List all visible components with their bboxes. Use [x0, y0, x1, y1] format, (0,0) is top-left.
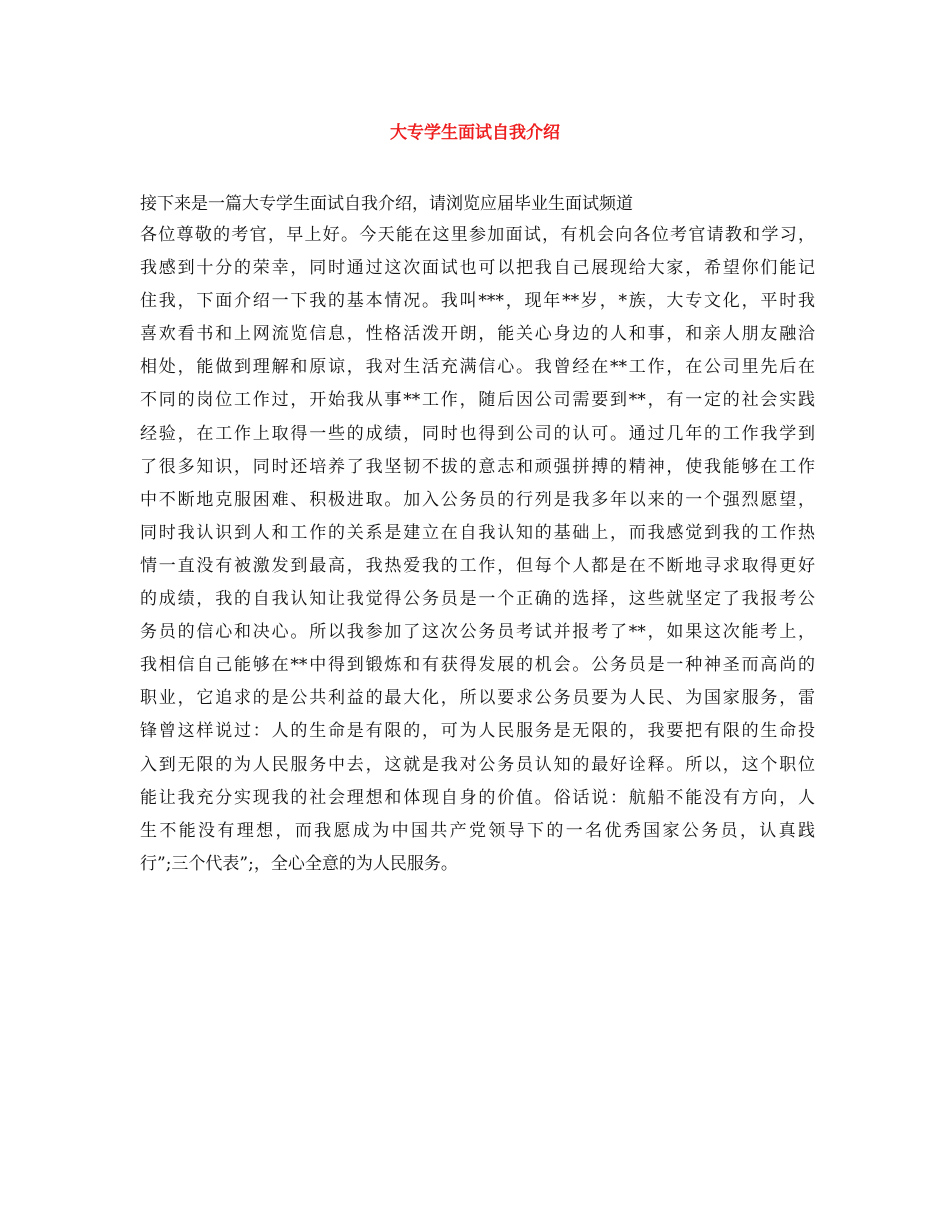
document-body — [140, 189, 815, 881]
body-line: 入到无限的为人民服务中去，这就是我对公务员认知的最好诠释。所以，这个职位 — [140, 754, 815, 775]
body-line: 锋曾这样说过：人的生命是有限的，可为人民服务是无限的，我要把有限的生命投 — [140, 721, 815, 742]
body-line: 能让我充分实现我的社会理想和体现自身的价值。俗话说：航船不能没有方向，人 — [140, 787, 815, 808]
body-line: 了很多知识，同时还培养了我坚韧不拔的意志和顽强拼搏的精神，使我能够在工作 — [140, 456, 815, 477]
body-line: 喜欢看书和上网流览信息，性格活泼开朗，能关心身边的人和事，和亲人朋友融洽 — [140, 324, 815, 345]
body-line: 职业，它追求的是公共利益的最大化，所以要求公务员要为人民、为国家服务，雷 — [140, 688, 815, 709]
body-line: 各位尊敬的考官，早上好。今天能在这里参加面试，有机会向各位考官请教和学习， — [140, 225, 815, 245]
body-line-last: 行”;三个代表”;，全心全意的为人民服务。 — [140, 853, 458, 874]
body-line: 同时我认识到人和工作的关系是建立在自我认知的基础上，而我感觉到我的工作热 — [140, 522, 815, 543]
body-line: 经验，在工作上取得一些的成绩，同时也得到公司的认可。通过几年的工作我学到 — [140, 423, 815, 444]
body-line: 中不断地克服困难、积极进取。加入公务员的行列是我多年以来的一个强烈愿望， — [140, 489, 815, 510]
body-line: 我感到十分的荣幸，同时通过这次面试也可以把我自己展现给大家，希望你们能记 — [140, 258, 815, 279]
body-line: 我相信自己能够在**中得到锻炼和有获得发展的机会。公务员是一种神圣而高尚的 — [140, 655, 815, 676]
body-line: 生不能没有理想，而我愿成为中国共产党领导下的一名优秀国家公务员，认真践 — [140, 820, 815, 841]
body-line: 不同的岗位工作过，开始我从事**工作，随后因公司需要到**，有一定的社会实践 — [140, 390, 815, 411]
document-title: 大专学生面试自我介绍 — [390, 123, 560, 143]
intro-line: 接下来是一篇大专学生面试自我介绍，请浏览应届毕业生面试频道 — [140, 194, 633, 214]
body-line: 住我，下面介绍一下我的基本情况。我叫***，现年**岁，*族，大专文化，平时我 — [140, 291, 815, 312]
body-line: 情一直没有被激发到最高，我热爱我的工作，但每个人都是在不断地寻求取得更好 — [140, 555, 815, 576]
body-line: 务员的信心和决心。所以我参加了这次公务员考试并报考了**，如果这次能考上， — [140, 622, 815, 643]
body-line: 相处，能做到理解和原谅，我对生活充满信心。我曾经在**工作，在公司里先后在 — [140, 357, 815, 378]
body-line: 的成绩，我的自我认知让我觉得公务员是一个正确的选择，这些就坚定了我报考公 — [140, 589, 815, 610]
